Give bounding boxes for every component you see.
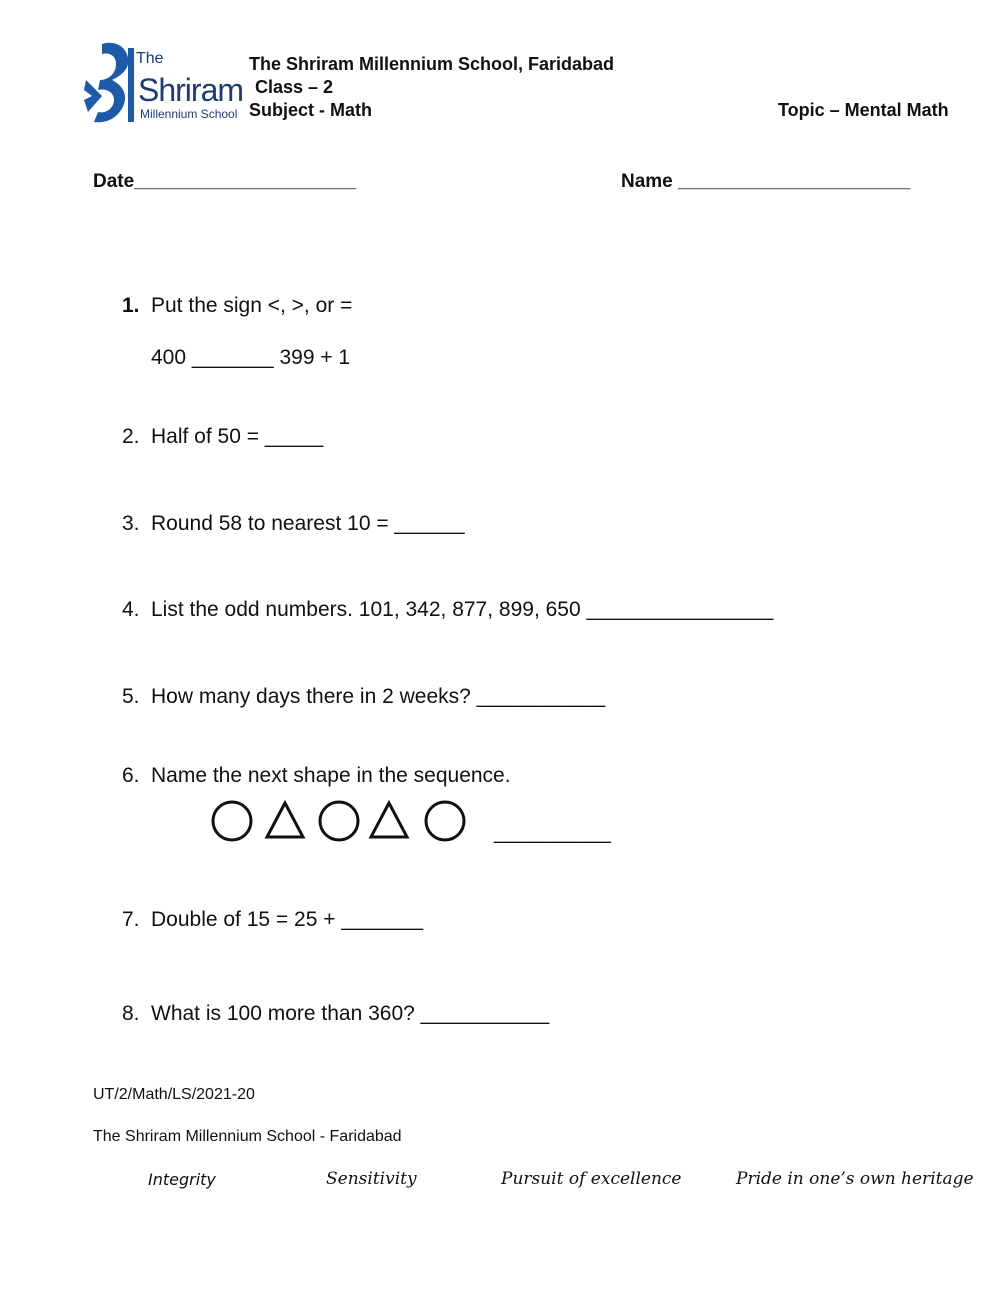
name-field[interactable]: Name ______________________ xyxy=(621,171,911,192)
question-7[interactable] xyxy=(122,908,423,932)
value-pride-in-heritage: Pride in one’s own heritage xyxy=(736,1169,974,1189)
question-2[interactable] xyxy=(122,425,323,449)
class-label: Class – 2 xyxy=(255,77,334,97)
question-4[interactable] xyxy=(122,598,773,622)
question-number: 8. xyxy=(122,1002,140,1025)
document-code: UT/2/Math/LS/2021-20 xyxy=(93,1086,255,1103)
school-logo xyxy=(84,40,244,126)
subject-label: Subject - Math xyxy=(249,100,373,120)
question-number: 4. xyxy=(122,598,140,621)
question-text: Double of 15 = 25 + _______ xyxy=(151,908,424,931)
shri-glyph-icon xyxy=(84,40,140,126)
question-number: 3. xyxy=(122,512,140,535)
question-number: 5. xyxy=(122,685,140,708)
circle-icon xyxy=(213,802,251,840)
shape-sequence xyxy=(205,797,475,845)
value-integrity: Integrity xyxy=(148,1170,216,1189)
circle-icon xyxy=(320,802,358,840)
value-pursuit-of-excellence: Pursuit of excellence xyxy=(501,1169,682,1189)
question-6 xyxy=(122,764,511,788)
triangle-icon xyxy=(267,803,303,837)
question-1 xyxy=(122,294,352,318)
value-sensitivity: Sensitivity xyxy=(326,1169,417,1189)
logo-the-text: The xyxy=(136,50,164,67)
question-number: 2. xyxy=(122,425,140,448)
school-name: The Shriram Millennium School, Faridabad xyxy=(249,54,615,74)
question-1-expression[interactable]: 400 _______ 399 + 1 xyxy=(151,346,351,369)
question-number: 6. xyxy=(122,764,140,787)
question-6-answer-blank[interactable]: __________ xyxy=(494,821,611,844)
question-number: 1. xyxy=(122,294,140,317)
topic-label: Topic – Mental Math xyxy=(778,100,949,120)
logo-name-text: Shriram xyxy=(138,72,244,108)
circle-icon xyxy=(426,802,464,840)
question-text: How many days there in 2 weeks? ___________ xyxy=(151,685,606,708)
question-text: Put the sign <, >, or = xyxy=(151,294,353,317)
question-5[interactable] xyxy=(122,685,605,709)
triangle-icon xyxy=(371,803,407,837)
date-field[interactable]: Date_____________________ xyxy=(93,171,357,192)
question-number: 7. xyxy=(122,908,140,931)
question-text: Half of 50 = _____ xyxy=(151,425,324,448)
question-8[interactable] xyxy=(122,1002,549,1026)
question-text: Round 58 to nearest 10 = ______ xyxy=(151,512,465,535)
logo-sub-text: Millennium School xyxy=(140,107,238,121)
question-text: Name the next shape in the sequence. xyxy=(151,764,511,787)
question-3[interactable] xyxy=(122,512,465,536)
question-text: What is 100 more than 360? ___________ xyxy=(151,1002,550,1025)
question-text: List the odd numbers. 101, 342, 877, 899, 650 ________________ xyxy=(151,598,774,621)
footer-school-name: The Shriram Millennium School - Faridabad xyxy=(93,1128,402,1145)
